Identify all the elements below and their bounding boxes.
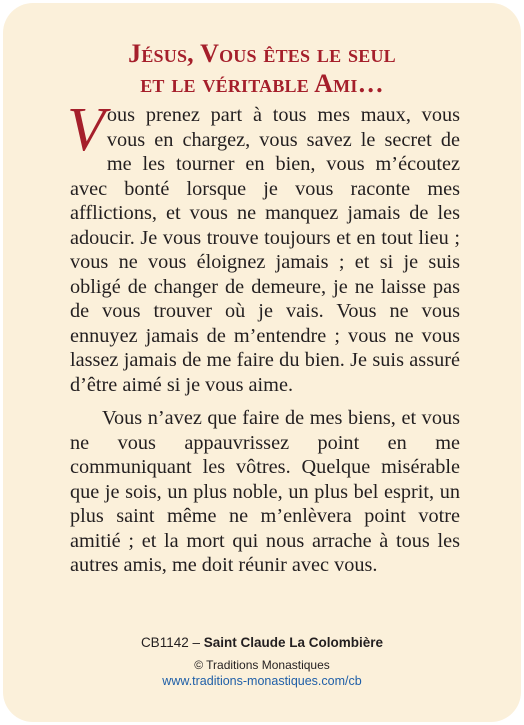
prayer-paragraph-2: Vous n’avez que faire de mes biens, et vous ne vous appauvrissez point en me communiquant les vôtres. Quelque misérable que je sois, un plus noble, un plus bel esprit, un plus saint même ne m’enlèvera point votre amitié ; et la mort qui nous arrache à tous les autres amis, me doit réunir avec vous. <box>70 407 460 576</box>
paragraph-1-text: ous prenez part à tous mes maux, vous vous en chargez, vous savez le secret de me les tourner en bien, vous m’écoutez avec bonté lorsque je vous raconte mes afflictions, et vous ne manquez jamais de les adoucir. Je vous trouve toujours et en tout lieu ; vous ne vous éloignez jamais ; et si je suis obligé de changer de demeure, je ne laisse pas de vous trouver où je vais. Vous ne vous ennuyez jamais de m’entendre ; vous ne vous lassez jamais de me faire du bien. Je suis assuré d’être aimé si je vous aime. <box>70 104 460 396</box>
website-link[interactable]: www.traditions-monastiques.com/cb <box>162 674 362 688</box>
prayer-paragraph-1 <box>67 96 460 397</box>
drop-cap: V <box>67 96 105 164</box>
footer-reference <box>3 635 521 651</box>
title-line-1: Jésus, Vous êtes le seul <box>128 39 396 68</box>
prayer-card <box>3 3 521 722</box>
prayer-body <box>67 96 460 578</box>
product-code: CB1142 – <box>140 635 200 650</box>
title-line-2: et le véritable Ami… <box>140 69 384 98</box>
author-name: Saint Claude La Colombière <box>203 635 384 650</box>
card-title <box>3 39 521 99</box>
copyright-notice: © Traditions Monastiques <box>194 658 330 672</box>
